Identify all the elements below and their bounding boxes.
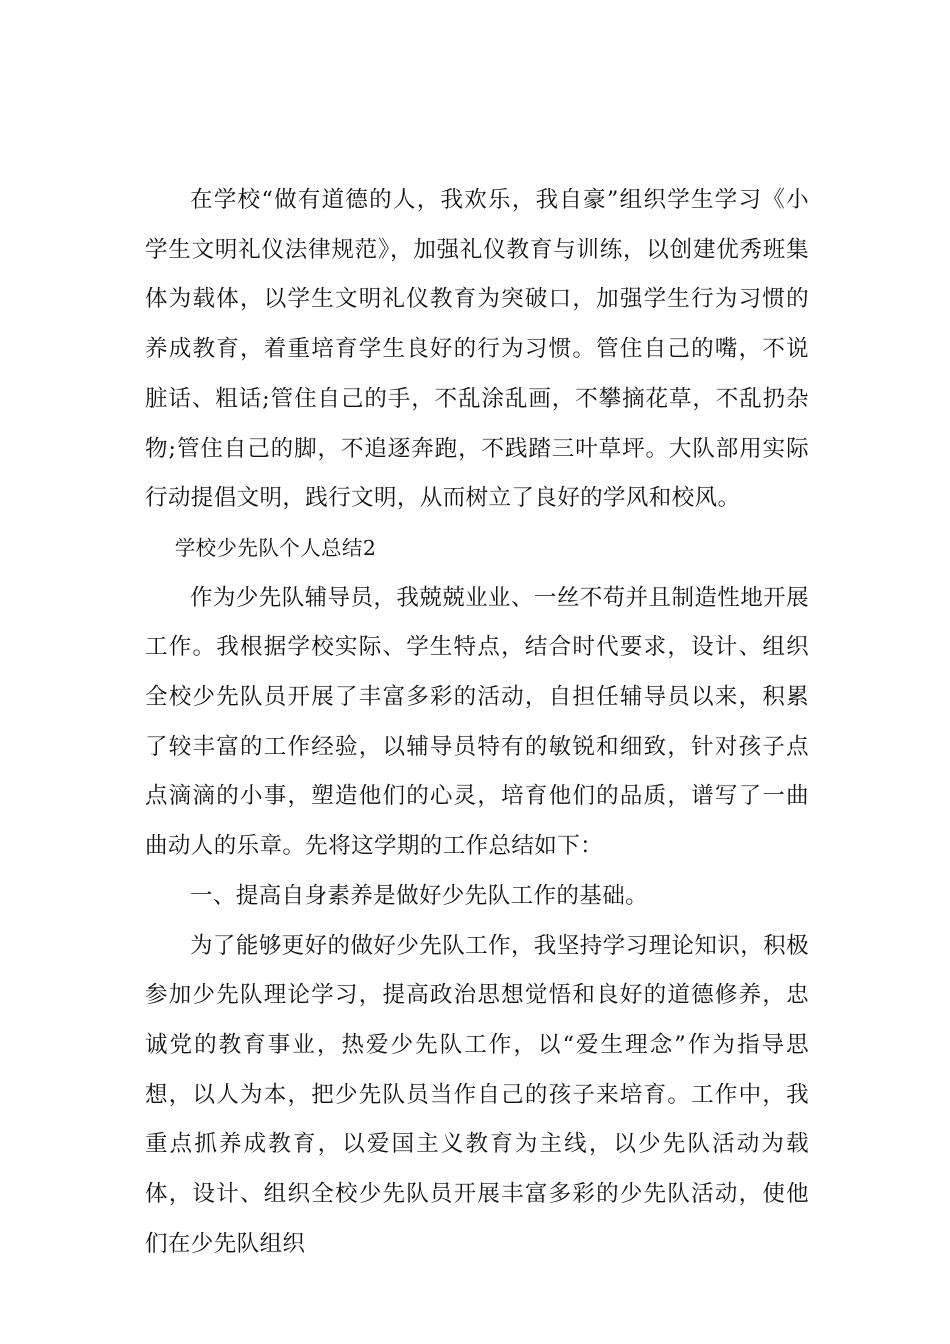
paragraph-theory-study: 为了能够更好的做好少先队工作，我坚持学习理论知识，积极参加少先队理论学习，提高政治思想觉悟和良好的道德修养，忠诚党的教育事业，热爱少先队工作，以“爱生理念”作为指导思想，以人为本，把少先队员当作自己的孩子来培育。工作中，我重点抓养成教育，以爱国主义教育为主线，以少先队活动为载体，设计、组织全校少先队员开展丰富多彩的少先队活动，使他们在少先队组织 [145,932,809,1257]
document-body [145,176,809,1269]
paragraph-point-one: 一、提高自身素养是做好少先队工作的基础。 [190,882,649,909]
paragraph-civility-education: 在学校“做有道德的人，我欢乐，我自豪”组织学生学习《小学生文明礼仪法律规范》，加强礼仪教育与训练，以创建优秀班集体为载体，以学生文明礼仪教育为突破口，加强学生行为习惯的养成教育，着重培育学生良好的行为习惯。管住自己的嘴，不说脏话、粗话;管住自己的手，不乱涂乱画，不攀摘花草，不乱扔杂物;管住自己的脚，不追逐奔跑，不践踏三叶草坪。大队部用实际行动提倡文明，践行文明，从而树立了良好的学风和校风。 [145,187,809,512]
paragraph-counselor-intro: 作为少先队辅导员，我兢兢业业、一丝不苟并且制造性地开展工作。我根据学校实际、学生特点，结合时代要求，设计、组织全校少先队员开展了丰富多彩的活动，自担任辅导员以来，积累了较丰富的工作经验，以辅导员特有的敏锐和细致，针对孩子点点滴滴的小事，塑造他们的心灵，培育他们的品质，谱写了一曲曲动人的乐章。先将这学期的工作总结如下： [145,584,809,860]
section-heading-summary-2: 学校少先队个人总结2 [174,535,377,560]
